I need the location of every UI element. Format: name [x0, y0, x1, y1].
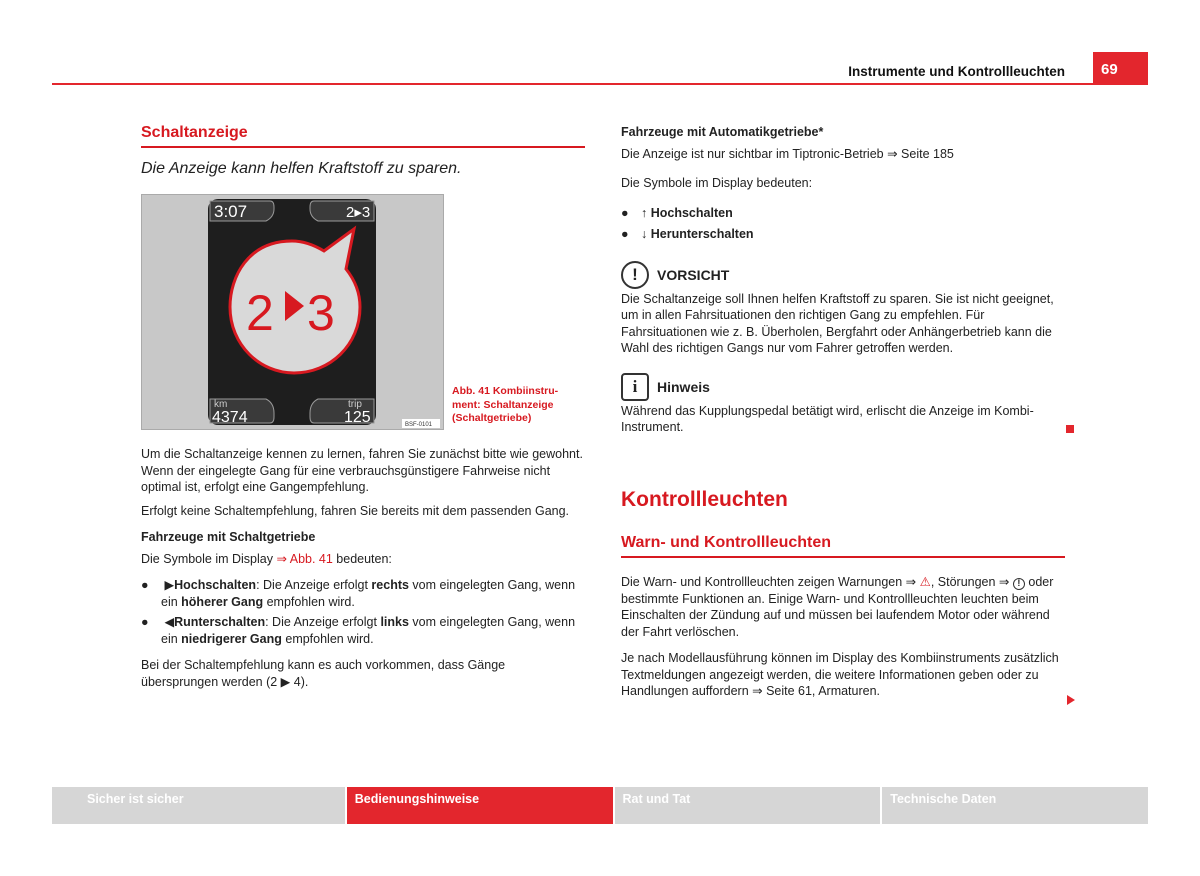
caution-header: [621, 261, 1065, 289]
km-label: km: [214, 399, 228, 410]
downshift-text-2: vom eingelegten Gang, wenn ein: [161, 615, 576, 646]
caution-text: Die Schaltanzeige soll Ihnen helfen Kraftstoff zu sparen. Sie ist nicht geeignet, um in allen Fahrsituationen den richtigen Gang zu empfehlen. Für Fahrsituationen wie z. B. Überholen, Bergfahrt oder Anhängerbetrieb kann die Wahl des richtigen Gangs nur vom Fahrer getroffen werden.: [621, 291, 1054, 355]
downshift-text-3: empfohlen wird.: [281, 631, 374, 646]
downshift-text-1: : Die Anzeige erfolgt: [265, 615, 381, 629]
note-title: Hinweis: [657, 378, 710, 395]
arrow-up-icon: ↑: [641, 205, 648, 220]
downshift-bold-1: links: [380, 615, 409, 629]
footer-tab-bedienung[interactable]: Bedienungshinweise: [347, 787, 613, 824]
warnings-text-2: , Störungen ⇒: [930, 575, 1013, 589]
gear-from-text: 2: [246, 285, 274, 341]
warning-triangle-icon: ⚠: [919, 575, 931, 589]
gear-to-text: 3: [307, 285, 335, 341]
arrow-right-icon: ▶: [161, 578, 175, 592]
section-title-schaltanzeige: Schaltanzeige: [141, 124, 248, 141]
upshift-text-3: empfohlen wird.: [263, 594, 355, 609]
section-subtitle: Die Anzeige kann helfen Kraftstoff zu sparen.: [141, 160, 462, 177]
herunterschalten-label: Herunterschalten: [650, 227, 754, 241]
figure-code: BSF-0101: [405, 422, 433, 428]
note-text: Während das Kupplungspedal betätigt wird, erlischt die Anzeige im Kombi-Instrument.: [621, 403, 1034, 434]
bullet-icon: ●: [621, 205, 629, 220]
section-rule: [621, 556, 1065, 558]
right-column: [621, 124, 1065, 436]
footer-tab-technik[interactable]: Technische Daten: [882, 787, 1148, 824]
figure-reference-link[interactable]: ⇒ Abb. 41: [276, 551, 333, 566]
km-value: 4374: [212, 409, 248, 426]
paragraph-symbols: [141, 551, 585, 568]
upshift-bold-1: rechts: [371, 578, 409, 592]
heading-automatic: Fahrzeuge mit Automatikgetriebe*: [621, 125, 824, 139]
paragraph-intro: Um die Schaltanzeige kennen zu lernen, fahren Sie zunächst bitte wie gewohnt. Wenn der eingelegte Gang für eine verbrauchsgünstigere Fahrweise nicht optimal ist, erfolgt eine Gangempfehlung.: [141, 447, 583, 494]
malfunction-icon: !: [1013, 578, 1025, 590]
section-rule: [141, 146, 585, 148]
footer-tab-rat[interactable]: Rat und Tat: [615, 787, 881, 824]
bullet-icon: ●: [141, 615, 149, 629]
hochschalten-label: Hochschalten: [650, 205, 733, 220]
upshift-text-1: : Die Anzeige erfolgt: [256, 578, 372, 592]
upshift-bold-2: höherer Gang: [181, 594, 264, 609]
list-item-hochschalten: [621, 205, 1065, 222]
header-rule: [52, 83, 1148, 85]
arrow-left-icon: ◀: [161, 615, 175, 629]
bullet-icon: ●: [141, 578, 149, 592]
trip-value: 125: [344, 409, 371, 426]
heading-manual: Fahrzeuge mit Schaltgetriebe: [141, 530, 316, 544]
info-icon: i: [621, 373, 649, 401]
note-header: [621, 373, 1065, 401]
clock-text: 3:07: [214, 202, 248, 221]
section-title-warnleuchten: Warn- und Kontrollleuchten: [621, 534, 832, 551]
paragraph-warnings: [621, 574, 1065, 640]
list-item-upshift: [141, 577, 585, 610]
figure-caption: Abb. 41 Kombiinstru-ment: Schaltanzeige (Schaltgetriebe): [452, 385, 559, 424]
symbols-text: Die Symbole im Display: [141, 551, 277, 566]
paragraph-no-recommendation: Erfolgt keine Schaltempfehlung, fahren Sie bereits mit dem passenden Gang.: [141, 503, 570, 518]
caution-title: VORSICHT: [657, 266, 730, 283]
upshift-label: Hochschalten: [174, 578, 257, 592]
running-header: Instrumente und Kontrollleuchten: [848, 64, 1065, 79]
chapter-title: Kontrollleuchten: [621, 488, 788, 511]
warnings-text-3: oder bestimmte Funktionen an. Einige Warn- und Kontrollleuchten leuchten beim Einschalten der Zündung auf und müssen bei laufendem Motor oder während der Fahrt verlöschen.: [621, 575, 1054, 639]
cluster-display-svg: [142, 195, 443, 429]
gear-hint-text: 2▸3: [346, 204, 371, 221]
paragraph-skip-gears: Bei der Schaltempfehlung kann es auch vorkommen, dass Gänge übersprungen werden (2 ▶ 4).: [141, 658, 506, 689]
instrument-cluster-figure: [141, 194, 444, 430]
bullet-icon: ●: [621, 227, 629, 241]
left-body: [141, 446, 585, 690]
downshift-bold-2: niedrigerer Gang: [181, 631, 282, 646]
left-column: [141, 124, 585, 178]
downshift-label: Runterschalten: [174, 615, 266, 629]
symbols-text-end: bedeuten:: [332, 551, 392, 566]
section-end-marker: [1066, 425, 1074, 433]
paragraph-textmessages: Je nach Modellausführung können im Display des Kombiinstruments zusätzlich Textmeldungen angezeigt werden, die weitere Informationen geben oder zu Handlungen auffordern ⇒ Seite 61, Armaturen.: [621, 651, 1059, 698]
list-item-downshift: [141, 614, 585, 647]
paragraph-symbols-auto: Die Symbole im Display bedeuten:: [621, 176, 813, 190]
arrow-down-icon: ↓: [641, 227, 648, 241]
upshift-text-2: vom eingelegten Gang, wenn ein: [161, 578, 576, 609]
footer-tab-sicher[interactable]: Sicher ist sicher: [52, 787, 345, 824]
page-number: 69: [1093, 52, 1148, 84]
continue-arrow-icon: [1067, 695, 1075, 705]
footer-nav: [52, 787, 1148, 824]
paragraph-tiptronic: Die Anzeige ist nur sichtbar im Tiptronic-Betrieb ⇒ Seite 185: [621, 146, 954, 161]
warnings-text-1: Die Warn- und Kontrollleuchten zeigen Warnungen ⇒: [621, 575, 920, 589]
caution-exclamation-icon: !: [621, 261, 649, 289]
list-item-herunterschalten: [621, 226, 1065, 243]
trip-label: trip: [348, 399, 362, 410]
right-lower: [621, 488, 1065, 700]
